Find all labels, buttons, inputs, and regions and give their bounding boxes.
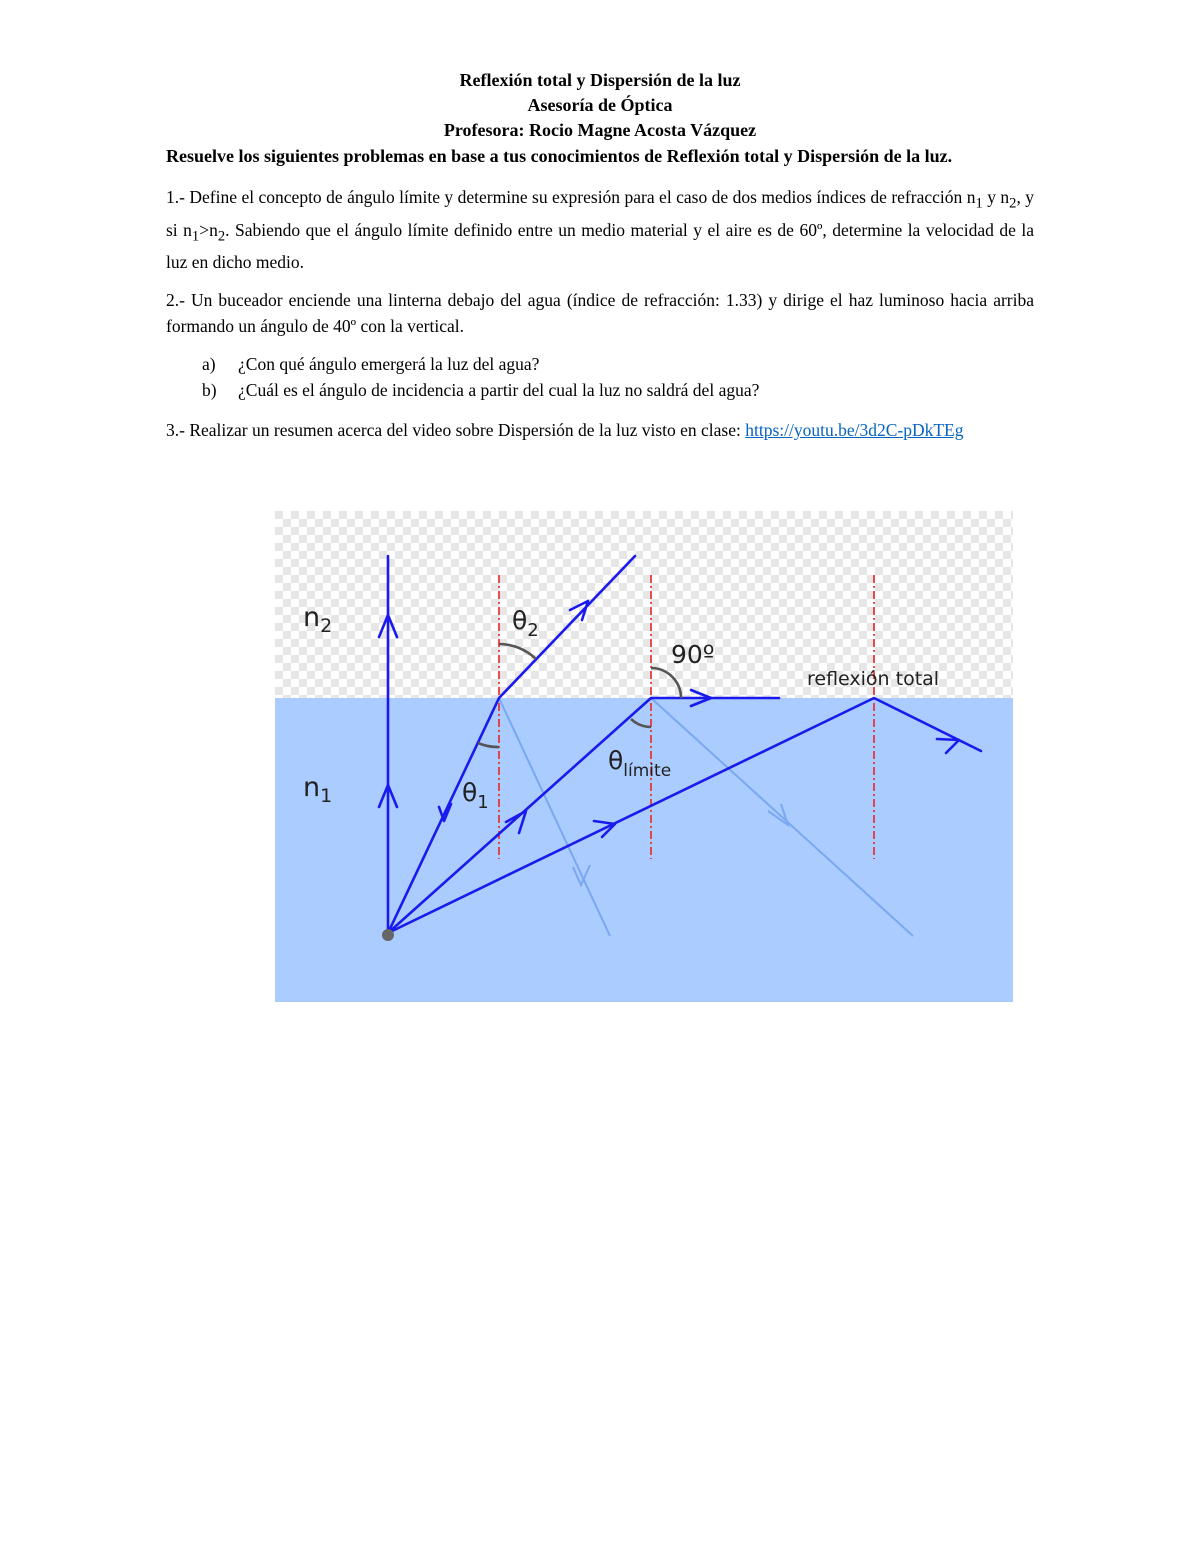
label-total-reflection: reflexión total xyxy=(807,668,940,690)
label-theta2-sub: 2 xyxy=(527,620,539,641)
label-theta-limit-main: θ xyxy=(608,746,624,775)
video-link[interactable]: https://youtu.be/3d2C-pDkTEg xyxy=(745,420,964,440)
problem-1-text: >n xyxy=(199,219,218,240)
list-item xyxy=(202,377,1034,403)
label-theta-limit-sub: límite xyxy=(623,761,672,781)
document-subtitle: Asesoría de Óptica xyxy=(527,95,673,115)
list-item-text: ¿Cuál es el ángulo de incidencia a partir del cual la luz no saldrá del agua? xyxy=(238,380,760,400)
problem-2-list xyxy=(202,351,1034,403)
problem-1-text: , y si n xyxy=(166,187,1035,240)
list-item-text: ¿Con qué ángulo emergerá la luz del agua? xyxy=(238,354,540,374)
label-theta1-main: θ xyxy=(462,778,478,807)
problem-2: 2.- Un buceador enciende una linterna debajo del agua (índice de refracción: 1.33) y dirige el haz luminoso hacia arriba formando un ángulo de 40º con la vertical. xyxy=(166,290,1034,336)
label-n2-main: n xyxy=(303,602,321,633)
problem-1-text: y n xyxy=(982,187,1010,207)
problem-3-text: 3.- Realizar un resumen acerca del video sobre Dispersión de la luz visto en clase: xyxy=(166,420,746,440)
document-title: Reflexión total y Dispersión de la luz xyxy=(459,70,741,90)
label-n1-main: n xyxy=(303,772,321,803)
subscript: 2 xyxy=(217,228,226,244)
label-theta1-sub: 1 xyxy=(477,792,489,813)
subscript: 2 xyxy=(1009,195,1017,212)
problem-1 xyxy=(166,184,1034,275)
light-source xyxy=(382,929,394,941)
problem-1-text: 1.- Define el concepto de ángulo límite y determine su expresión para el caso de dos medios índices de refracción n xyxy=(166,187,976,207)
label-90-degrees: 90º xyxy=(671,640,715,669)
instructions: Resuelve los siguientes problemas en base a tus conocimientos de Reflexión total y Dispersión de la luz. xyxy=(166,146,953,166)
label-theta2-main: θ xyxy=(512,606,528,635)
list-item-label: a) xyxy=(202,354,216,374)
subscript: 1 xyxy=(975,195,983,212)
list-item xyxy=(202,351,1034,377)
subscript: 1 xyxy=(191,228,200,244)
water-region xyxy=(275,698,1013,1002)
label-n2-sub: 2 xyxy=(320,615,333,637)
diagram-svg xyxy=(275,511,1013,1002)
teacher-line: Profesora: Rocio Magne Acosta Vázquez xyxy=(443,120,757,140)
label-n1-sub: 1 xyxy=(320,785,333,807)
document-body xyxy=(166,68,1034,455)
list-item-label: b) xyxy=(202,380,217,400)
problem-3 xyxy=(166,417,1034,443)
problem-1-text: . Sabiendo que el ángulo límite definido entre un medio material y el aire es de 60º, determine la velocidad de la luz en dicho medio. xyxy=(166,219,1034,272)
total-reflection-diagram xyxy=(275,511,1013,1002)
